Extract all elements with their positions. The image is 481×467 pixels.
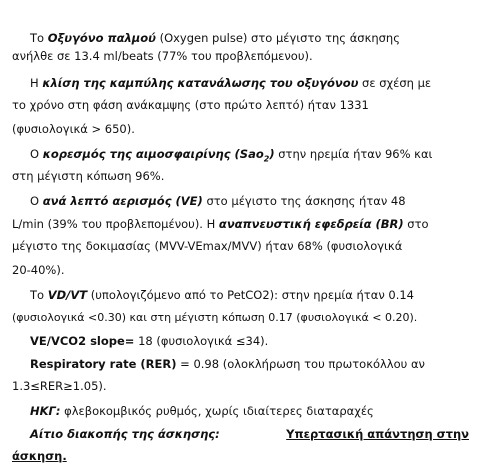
p1-line1 xyxy=(30,30,469,46)
p4-line2 xyxy=(12,216,469,232)
p7-line2 xyxy=(12,378,469,394)
p4-text: Ο xyxy=(30,194,43,208)
p2-text4: (φυσιολογικά > 650). xyxy=(12,122,135,136)
p6-line1 xyxy=(30,333,469,349)
p3-line1 xyxy=(30,146,469,162)
p2-term: κλίση της καμπύλης κατανάλωσης του οξυγόνου xyxy=(42,76,359,90)
p8-term: ΗΚΓ: xyxy=(30,404,61,418)
p4-text3: L/min (39% του προβλεπομένου). Η xyxy=(12,217,219,231)
p3-term-close: ) xyxy=(269,147,275,161)
p1-text2: (Oxygen pulse) στο μέγιστο της άσκησης xyxy=(155,31,400,45)
p9-conclusion2: άσκηση. xyxy=(12,449,67,463)
p7-text: = 0.98 (ολοκλήρωση του πρωτοκόλλου αν xyxy=(176,357,425,371)
p6-term: VE/VCO2 slope= xyxy=(30,334,135,348)
p3-text2: στην ηρεμία ήταν 96% και xyxy=(274,147,433,161)
p2-text2: σε σχέση με xyxy=(358,76,432,90)
p7-line1 xyxy=(30,356,469,372)
p9-conclusion: Υπερτασική απάντηση στην xyxy=(286,427,469,441)
p4-line3 xyxy=(12,238,469,254)
p7-text2: 1.3≤RER≥1.05). xyxy=(12,379,107,393)
p9-line1 xyxy=(30,426,469,442)
p4-line1 xyxy=(30,193,469,209)
p6-text: 18 (φυσιολογικά ≤34). xyxy=(134,334,269,348)
p2-line3 xyxy=(12,121,469,137)
p1-term: Οξυγόνο παλμού xyxy=(47,31,156,45)
p7-term: Respiratory rate (RER) xyxy=(30,357,177,371)
p1-line2 xyxy=(12,48,469,64)
p4-line4 xyxy=(12,262,469,278)
p2-text: Η xyxy=(30,76,43,90)
p3-term xyxy=(42,147,275,164)
p3-term-sub: 2 xyxy=(263,154,270,164)
p2-text3: το χρόνο στη φάση ανάκαμψης (στο πρώτο λεπτό) ήταν 1331 xyxy=(12,98,369,112)
p4-term: ανά λεπτό αερισμός (VE) xyxy=(42,194,203,208)
p5-text: Το xyxy=(30,288,48,302)
p4-text2: στο μέγιστο της άσκησης ήταν 48 xyxy=(202,194,406,208)
p1-text3: ανήλθε σε 13.4 ml/beats (77% του προβλεπόμενου). xyxy=(12,49,313,63)
p9-line2 xyxy=(12,448,469,464)
p4-text5: μέγιστο της δοκιμασίας (MVV-VEmax/MVV) ήταν 68% (φυσιολογικά xyxy=(12,239,403,253)
p5-line2 xyxy=(12,309,469,326)
p5-term: VD/VT xyxy=(47,288,88,302)
p9-term: Αίτιο διακοπής της άσκησης: xyxy=(30,427,220,441)
p5-line1 xyxy=(30,287,469,303)
p4-term2: αναπνευστική εφεδρεία (BR) xyxy=(218,217,404,231)
p5-text3: (φυσιολογικά <0.30) και στη μέγιστη κόπωση 0.17 (φυσιολογικά < 0.20). xyxy=(12,311,418,324)
p2-line2 xyxy=(12,97,469,113)
p5-text2: (υπολογιζόμενο από το PetCO2): στην ηρεμία ήταν 0.14 xyxy=(87,288,414,302)
p3-text: Ο xyxy=(30,147,43,161)
p2-line1 xyxy=(30,75,469,91)
p1-text: Το xyxy=(30,31,48,45)
p4-text4: στο xyxy=(403,217,429,231)
p4-text6: 20-40%). xyxy=(12,263,65,277)
p8-line1 xyxy=(30,403,469,419)
p3-term-main: κορεσμός της αιμοσφαιρίνης (Sao xyxy=(42,147,264,161)
p3-line2 xyxy=(12,168,469,184)
p8-text: φλεβοκομβικός ρυθμός, χωρίς ιδιαίτερες διαταραχές xyxy=(60,404,374,418)
p3-text3: στη μέγιστη κόπωση 96%. xyxy=(12,169,165,183)
